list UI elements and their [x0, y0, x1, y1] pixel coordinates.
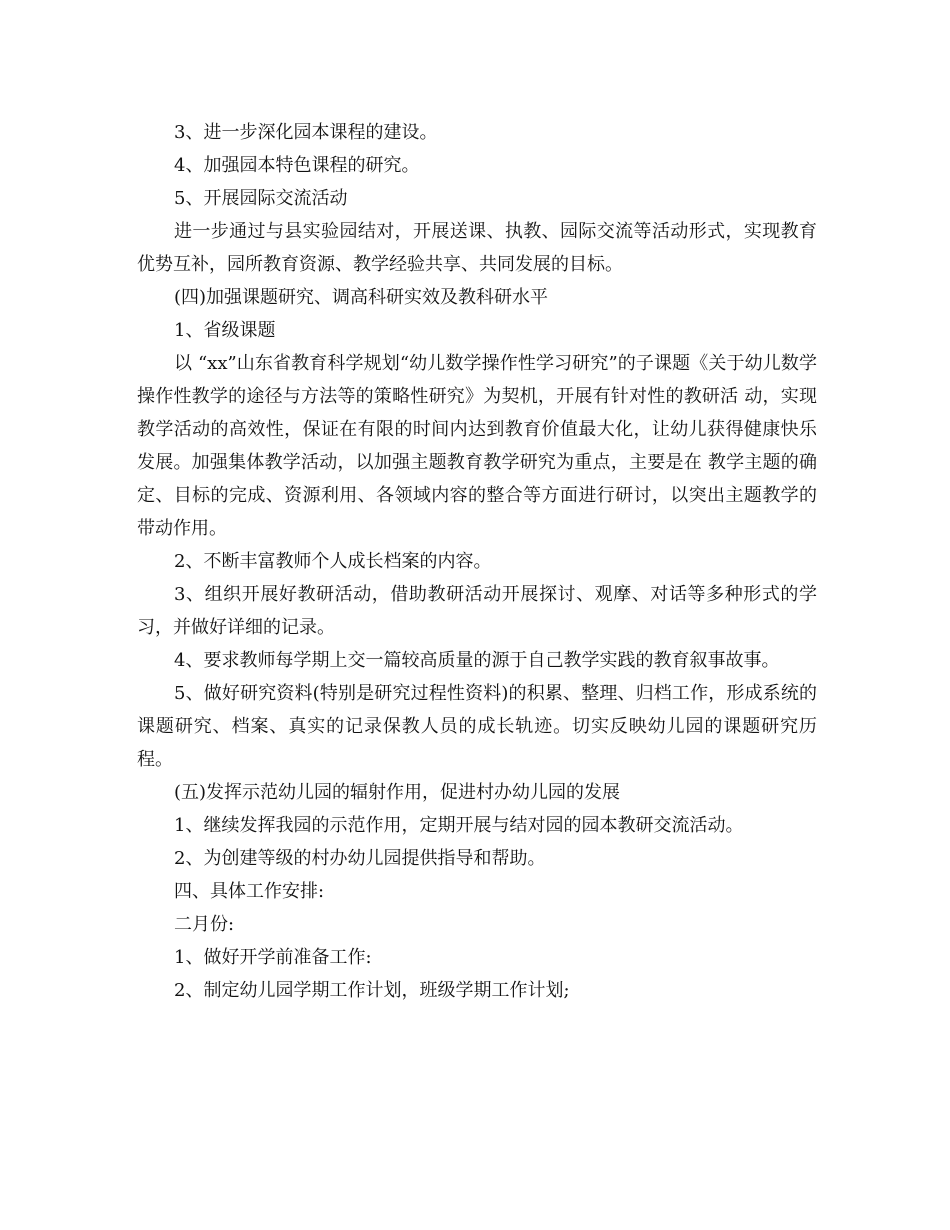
list-item-village-guidance: 2、为创建等级的村办幼儿园提供指导和帮助。 [174, 848, 546, 869]
section-heading-work-schedule: 四、具体工作安排: [174, 881, 325, 902]
list-item-preparation: 1、做好开学前准备工作: [174, 947, 372, 968]
list-item-deepen-curriculum: 3、进一步深化园本课程的建设。 [174, 122, 438, 143]
month-heading-february: 二月份: [174, 914, 235, 935]
list-item-work-plan: 2、制定幼儿园学期工作计划，班级学期工作计划; [174, 980, 570, 1001]
list-item-narrative-story: 4、要求教师每学期上交一篇较高质量的源于自己教学实践的教育叙事故事。 [174, 650, 780, 671]
list-item-feature-curriculum: 4、加强园本特色课程的研究。 [174, 155, 420, 176]
section-heading-research: (四)加强课题研究、调高科研实效及教科研水平 [174, 287, 549, 308]
list-item-research-materials: 5、做好研究资料(特别是研究过程性资料)的积累、整理、归档工作，形成系统的课题研究、档案、真实的记录保教人员的成长轨迹。切实反映幼儿园的课题研究历程。 [137, 683, 817, 770]
list-item-growth-archive: 2、不断丰富教师个人成长档案的内容。 [174, 551, 492, 572]
paragraph-exchange-details: 进一步通过与县实验园结对，开展送课、执教、园际交流等活动形式，实现教育优势互补，园所教育资源、教学经验共享、共同发展的目标。 [137, 221, 817, 275]
section-heading-demonstration: (五)发挥示范幼儿园的辐射作用，促进村办幼儿园的发展 [174, 782, 621, 803]
paragraph-provincial-topic-details: 以 “xx”山东省教育科学规划“幼儿数学操作性学习研究”的子课题《关于幼儿数学操作性教学的途径与方法等的策略性研究》为契机，开展有针对性的教研活 动，实现教学活动的高效性，保证在有限的时间内达到教育价值最大化，让幼儿获得健康快乐发展。加强集体教学活动，以加强主题教育教学研究为重点，主要是在 教学主题的确定、目标的完成、资源利用、各领域内容的整合等方面进行研讨，以突出主题教学的带动作用。 [137, 353, 817, 539]
list-item-provincial-topic: 1、省级课题 [174, 320, 276, 341]
list-item-exchange-activities: 5、开展园际交流活动 [174, 188, 348, 209]
list-item-demonstration-role: 1、继续发挥我园的示范作用，定期开展与结对园的园本教研交流活动。 [174, 815, 744, 836]
list-item-teaching-research: 3、组织开展好教研活动，借助教研活动开展探讨、观摩、对话等多种形式的学习，并做好详细的记录。 [137, 584, 817, 638]
